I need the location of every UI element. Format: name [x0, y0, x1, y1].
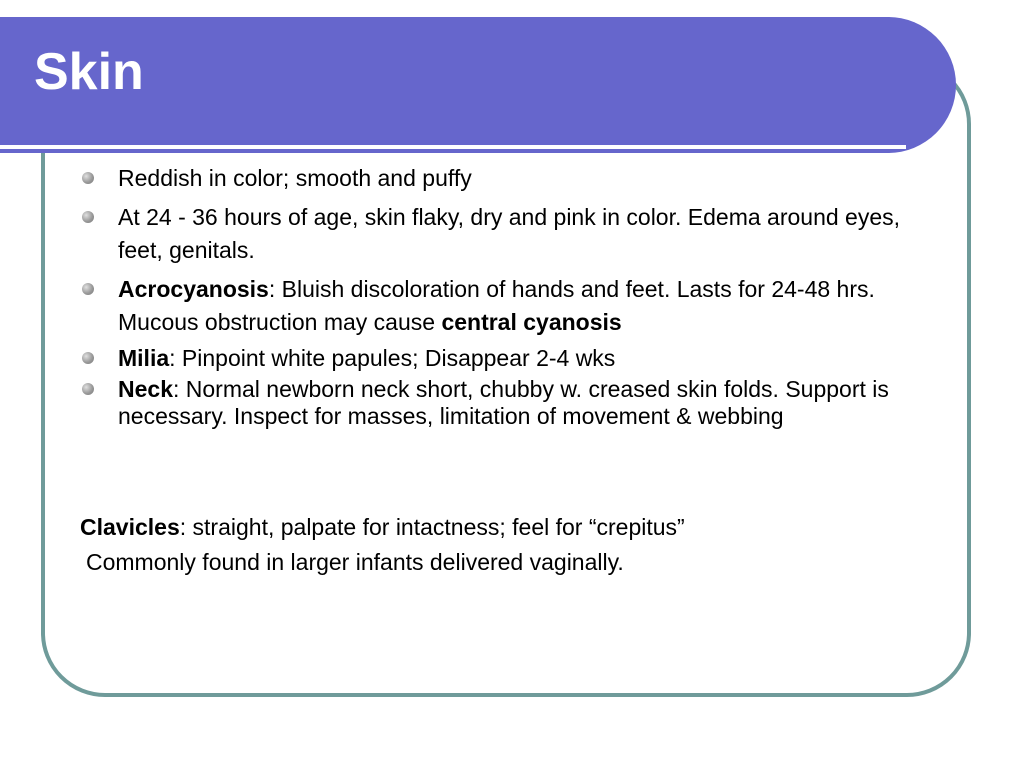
- bullet-item-neck: [80, 376, 950, 430]
- bullet-term: Milia: [118, 345, 170, 371]
- clavicles-paragraph: [80, 512, 685, 542]
- bullet-dot-icon: [82, 172, 94, 184]
- bullet-text: : Normal newborn neck short, chubby w. creased skin folds. Support is necessary. Inspect for masses, limitation of movement & webbing: [118, 376, 889, 429]
- bullet-dot-icon: [82, 383, 94, 395]
- bullet-item-acrocyanosis: [80, 273, 950, 339]
- bullet-term: Neck: [118, 376, 173, 402]
- clavicles-term: Clavicles: [80, 514, 180, 540]
- bullet-item-skin-color: [80, 162, 950, 195]
- bullet-dot-icon: [82, 352, 94, 364]
- clavicles-text: : straight, palpate for intactness; feel for “crepitus”: [179, 514, 685, 540]
- bullet-item-skin-flaky: [80, 201, 950, 267]
- bullet-list: [80, 162, 950, 434]
- bullet-text: At 24 - 36 hours of age, skin flaky, dry and pink in color. Edema around eyes, feet, genitals.: [118, 204, 901, 263]
- bullet-term: Acrocyanosis: [118, 276, 269, 302]
- clavicles-note: Commonly found in larger infants delivered vaginally.: [86, 549, 624, 575]
- bullet-text: : Bluish discoloration of hands and feet. Lasts for 24-48 hrs. Mucous obstruction may cause: [118, 276, 875, 335]
- bullet-text: Reddish in color; smooth and puffy: [118, 165, 472, 191]
- slide-title: Skin: [34, 43, 144, 101]
- bullet-text: : Pinpoint white papules; Disappear 2-4 wks: [169, 345, 616, 371]
- bullet-term-tail: central cyanosis: [441, 309, 622, 335]
- bullet-dot-icon: [82, 283, 94, 295]
- bullet-item-milia: [80, 345, 950, 372]
- title-underline: [0, 145, 906, 149]
- bullet-dot-icon: [82, 211, 94, 223]
